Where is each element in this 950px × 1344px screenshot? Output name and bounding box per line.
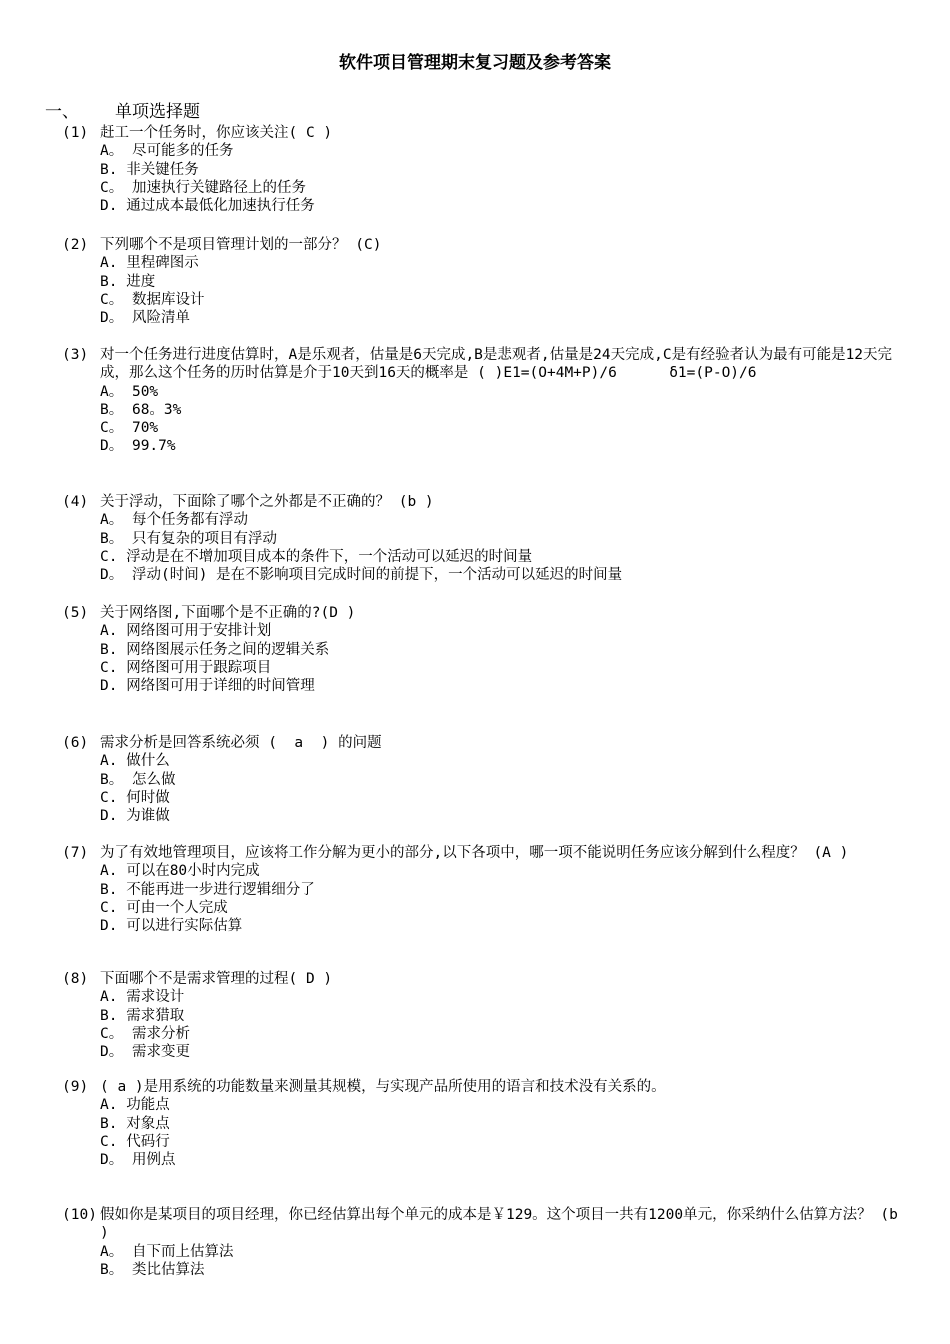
- option-a: A。 50%: [100, 383, 159, 400]
- question-number: (9): [62, 1079, 89, 1095]
- question-text: 赶工一个任务时，你应该关注( C ): [100, 125, 333, 141]
- option-d: D。 风险清单: [100, 310, 190, 327]
- option-d: D. 可以进行实际估算: [100, 918, 243, 935]
- option-b: B. 进度: [100, 273, 156, 290]
- option-d: D。 需求变更: [100, 1044, 190, 1061]
- option-b: B. 网络图展示任务之间的逻辑关系: [100, 641, 330, 658]
- option-d: D. 通过成本最低化加速执行任务: [100, 198, 315, 215]
- question-10: [62, 1206, 907, 1279]
- option-a: A. 网络图可用于安排计划: [100, 623, 272, 640]
- question-number: (6): [62, 735, 89, 751]
- question-8: [62, 970, 907, 1061]
- section-number: 一、: [45, 102, 79, 122]
- option-a: A。 自下而上估算法: [100, 1243, 234, 1260]
- option-b: B. 对象点: [100, 1115, 170, 1132]
- option-c: C。 加速执行关键路径上的任务: [100, 179, 306, 196]
- option-d: D. 网络图可用于详细的时间管理: [100, 678, 315, 695]
- question-6: [62, 734, 907, 825]
- option-d: D。 99.7%: [100, 438, 176, 455]
- question-text: 关于浮动，下面除了哪个之外都是不正确的？ (b ): [100, 494, 434, 510]
- option-b: B。 类比估算法: [100, 1261, 205, 1278]
- option-c: C。 70%: [100, 420, 159, 437]
- option-c: C. 可由一个人完成: [100, 899, 228, 916]
- question-text: 需求分析是回答系统必须 ( a ) 的问题: [100, 735, 382, 751]
- question-text: 对一个任务进行进度估算时，A是乐观者，估量是6天完成,B是悲观者,估量是24天完成,C是有经验者认为最有可能是12天完成，那么这个任务的历时估算是介于10天到16天的概率是 ( )E1=(O+4M+P)/6 δ1=(P-O)/6: [100, 347, 893, 382]
- option-c: C. 何时做: [100, 789, 170, 806]
- question-2: [62, 236, 907, 327]
- question-number: (8): [62, 971, 89, 987]
- option-a: A. 做什么: [100, 753, 170, 770]
- question-number: (10): [62, 1207, 97, 1223]
- question-7: [62, 844, 907, 935]
- option-c: C。 需求分析: [100, 1025, 190, 1042]
- question-number: (2): [62, 237, 89, 253]
- question-text: 假如你是某项目的项目经理，你已经估算出每个单元的成本是￥129。这个项目一共有1200单元，你采纳什么估算方法？ (b ): [100, 1207, 907, 1242]
- question-number: (3): [62, 347, 89, 363]
- question-number: (5): [62, 605, 89, 621]
- option-a: A. 里程碑图示: [100, 255, 199, 272]
- question-text: 关于网络图,下面哪个是不正确的?(D ): [100, 605, 356, 621]
- option-d: D。 用例点: [100, 1152, 176, 1169]
- section-title: 单项选择题: [115, 102, 200, 122]
- question-9: [62, 1078, 907, 1169]
- option-b: B。 只有复杂的项目有浮动: [100, 530, 277, 547]
- option-b: B. 需求猎取: [100, 1007, 185, 1024]
- option-a: A. 可以在80小时内完成: [100, 863, 260, 880]
- question-5: [62, 604, 907, 695]
- document-title: 软件项目管理期末复习题及参考答案: [339, 53, 611, 73]
- option-b: B。 怎么做: [100, 771, 176, 788]
- option-b: B. 不能再进一步进行逻辑细分了: [100, 881, 315, 898]
- question-1: [62, 124, 907, 215]
- question-3: [62, 346, 907, 456]
- option-c: C. 网络图可用于跟踪项目: [100, 659, 272, 676]
- option-b: B. 非关键任务: [100, 161, 199, 178]
- question-number: (4): [62, 494, 89, 510]
- section-heading: [45, 101, 200, 123]
- option-c: C。 数据库设计: [100, 291, 205, 308]
- question-4: [62, 493, 907, 584]
- option-d: D。 浮动(时间) 是在不影响项目完成时间的前提下，一个活动可以延迟的时间量: [100, 567, 623, 584]
- question-number: (7): [62, 845, 89, 861]
- question-number: (1): [62, 125, 89, 141]
- question-text: ( a )是用系统的功能数量来测量其规模，与实现产品所使用的语言和技术没有关系的。: [100, 1079, 666, 1095]
- question-text: 为了有效地管理项目，应该将工作分解为更小的部分,以下各项中，哪一项不能说明任务应该分解到什么程度？ (A ): [100, 845, 849, 861]
- question-text: 下列哪个不是项目管理计划的一部分？ (C): [100, 237, 382, 253]
- option-c: C. 代码行: [100, 1133, 170, 1150]
- option-a: A. 功能点: [100, 1097, 170, 1114]
- option-c: C. 浮动是在不增加项目成本的条件下，一个活动可以延迟的时间量: [100, 548, 533, 565]
- option-b: B。 68。3%: [100, 401, 182, 418]
- option-d: D. 为谁做: [100, 808, 170, 825]
- option-a: A. 需求设计: [100, 989, 185, 1006]
- option-a: A。 尽可能多的任务: [100, 143, 234, 160]
- option-a: A。 每个任务都有浮动: [100, 512, 248, 529]
- question-text: 下面哪个不是需求管理的过程( D ): [100, 971, 333, 987]
